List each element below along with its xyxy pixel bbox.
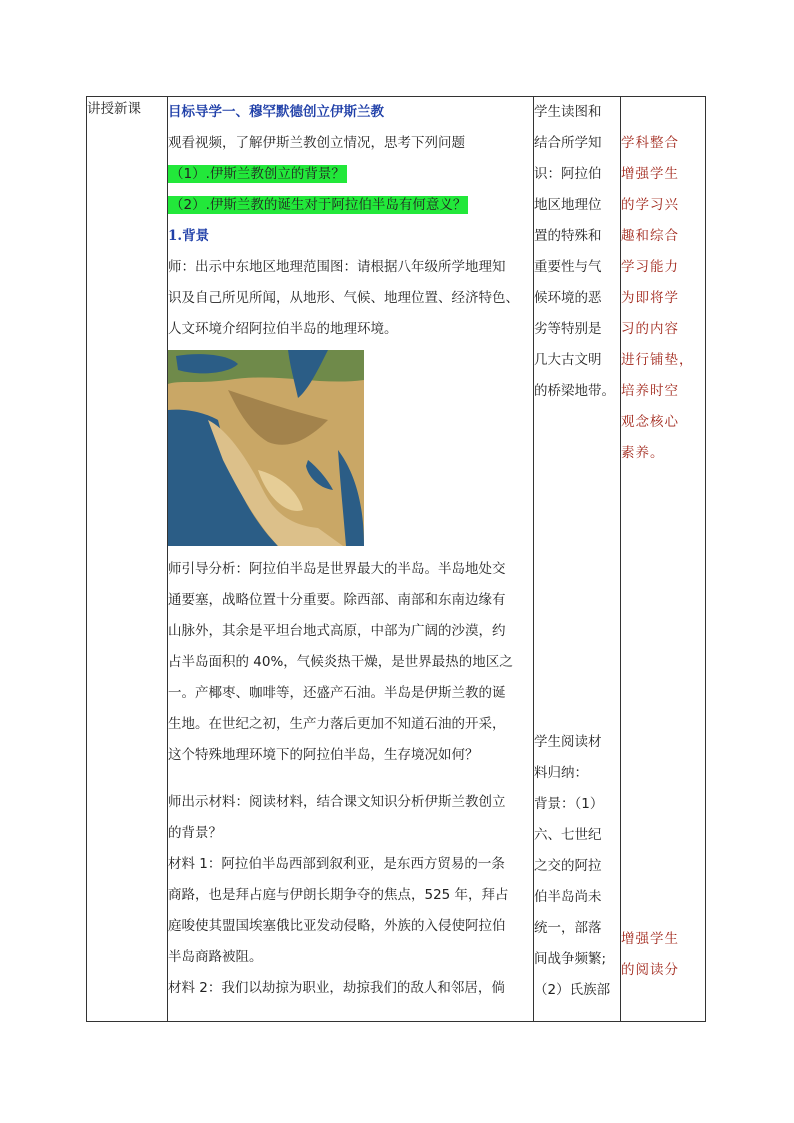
teaching-content-cell: [168, 97, 534, 1022]
material-line: 半岛商路被阻。: [168, 949, 263, 965]
student-line: 结合所学知: [534, 135, 602, 151]
material-intro-line: 师出示材料：阅读材料，结合课文知识分析伊斯兰教创立: [168, 794, 506, 810]
analysis-line: 这个特殊地理环境下的阿拉伯半岛，生存境况如何？: [168, 747, 479, 763]
material-intro-line: 的背景？: [168, 825, 222, 841]
question-1: （1）.伊斯兰教创立的背景？: [170, 166, 345, 182]
student-line: 六、七世纪: [534, 827, 602, 843]
teacher-intro-line: 师：出示中东地区地理范围图：请根据八年级所学地理知: [168, 259, 506, 275]
student-line: 间战争频繁;: [534, 951, 607, 967]
design-line: 观念核心: [621, 414, 679, 430]
material-line: 商路，也是拜占庭与伊朗长期争夺的焦点，525 年，拜占: [168, 887, 509, 903]
design-line: 增强学生: [621, 166, 679, 182]
analysis-line: 师引导分析：阿拉伯半岛是世界最大的半岛。半岛地处交: [168, 561, 506, 577]
middle-east-map-image: [168, 350, 364, 546]
material-1: [168, 849, 533, 973]
intro-text: 观看视频，了解伊斯兰教创立情况，思考下列问题: [168, 135, 465, 151]
student-line: 伯半岛尚未: [534, 889, 602, 905]
design-line: 习的内容: [621, 321, 679, 337]
design-line: 培养时空: [621, 383, 679, 399]
student-line: 料归纳：: [534, 765, 588, 781]
design-line: 趣和综合: [621, 228, 679, 244]
analysis-line: 占半岛面积的 40%，气候炎热干燥，是世界最热的地区之: [168, 654, 513, 670]
teacher-intro-line: 识及自己所见所闻，从地形、气候、地理位置、经济特色、: [168, 290, 519, 306]
design-block-2: [621, 924, 705, 986]
section-label: 讲授新课: [87, 101, 141, 117]
student-line: 几大古文明: [534, 352, 602, 368]
student-line: 地区地理位: [534, 197, 602, 213]
design-line: 学习能力: [621, 259, 679, 275]
design-line: 的阅读分: [621, 962, 679, 978]
design-intent-cell: [621, 97, 706, 1022]
student-line: 识：阿拉伯: [534, 166, 602, 182]
student-line: （2）氏族部: [534, 982, 611, 998]
table-row: [87, 97, 706, 1022]
student-line: 统一，部落: [534, 920, 602, 936]
analysis-line: 一。产椰枣、咖啡等，还盛产石油。半岛是伊斯兰教的诞: [168, 685, 506, 701]
analysis-paragraph: [168, 554, 533, 771]
lesson-plan-table: [86, 96, 706, 1022]
design-line: 为即将学: [621, 290, 679, 306]
teacher-intro: [168, 252, 533, 345]
analysis-line: 通要塞，战略位置十分重要。除西部、南部和东南边缘有: [168, 592, 506, 608]
material-2: [168, 973, 533, 1004]
student-line: 劣等特别是: [534, 321, 602, 337]
student-block-1: [534, 97, 620, 407]
design-line: 素养。: [621, 445, 665, 461]
goal-title: 目标导学一、穆罕默德创立伊斯兰教: [168, 104, 384, 120]
background-subtitle: 1.背景: [168, 228, 210, 244]
material-line: 材料 1：阿拉伯半岛西部到叙利亚，是东西方贸易的一条: [168, 856, 505, 872]
design-line: 增强学生: [621, 931, 679, 947]
analysis-line: 生地。在世纪之初，生产力落后更加不知道石油的开采，: [168, 716, 506, 732]
material-line: 庭唆使其盟国埃塞俄比亚发动侵略，外族的入侵使阿拉伯: [168, 918, 506, 934]
student-block-2: [534, 727, 620, 1006]
student-line: 重要性与气: [534, 259, 602, 275]
student-line: 之交的阿拉: [534, 858, 602, 874]
student-activity-cell: [534, 97, 621, 1022]
student-line: 背景：（1）: [534, 796, 604, 812]
question-2: （2）.伊斯兰教的诞生对于阿拉伯半岛有何意义？: [170, 197, 467, 213]
student-line: 学生读图和: [534, 104, 602, 120]
student-line: 候环境的恶: [534, 290, 602, 306]
student-line: 学生阅读材: [534, 734, 602, 750]
analysis-line: 山脉外，其余是平坦台地式高原，中部为广阔的沙漠，约: [168, 623, 506, 639]
section-label-cell: [87, 97, 168, 1022]
design-line: 的学习兴: [621, 197, 679, 213]
material-line: 材料 2：我们以劫掠为职业，劫掠我们的敌人和邻居，倘: [168, 980, 505, 996]
design-line: 进行铺垫，: [621, 352, 694, 368]
student-line: 置的特殊和: [534, 228, 602, 244]
design-line: 学科整合: [621, 135, 679, 151]
student-line: 的桥梁地带。: [534, 383, 615, 399]
teacher-intro-line: 人文环境介绍阿拉伯半岛的地理环境。: [168, 321, 398, 337]
design-block-1: [621, 128, 705, 469]
material-intro: [168, 787, 533, 849]
